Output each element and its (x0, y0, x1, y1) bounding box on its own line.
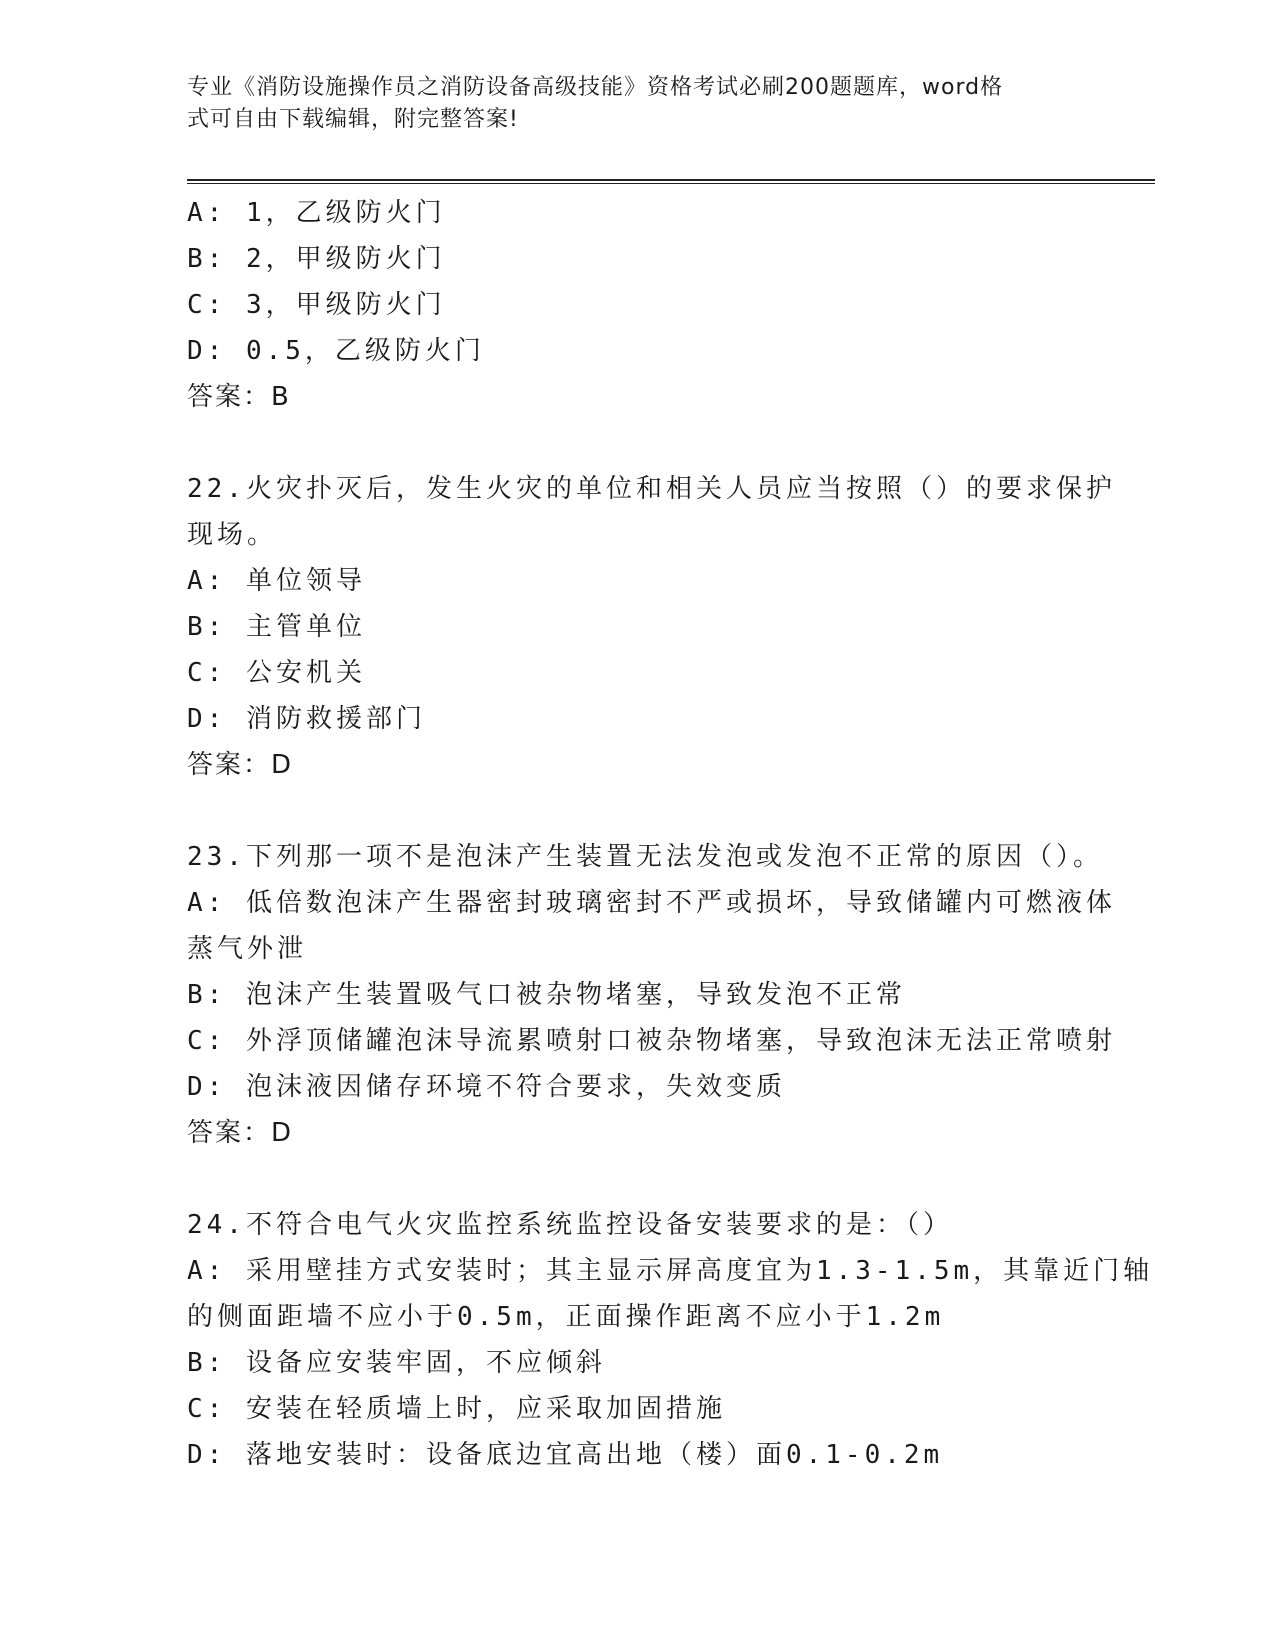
header-line-1: 专业《消防设施操作员之消防设备高级技能》资格考试必刷200题题库，word格 (187, 75, 1004, 100)
question-stem: 22.火灾扑灭后，发生火灾的单位和相关人员应当按照（）的要求保护 (187, 474, 1116, 504)
question-stem: 23.下列那一项不是泡沫产生装置无法发泡或发泡不正常的原因（）。 (187, 842, 1103, 872)
question-21-options (187, 190, 1087, 420)
option-d: D: 泡沫液因储存环境不符合要求，失效变质 (187, 1072, 786, 1102)
option-a: A: 单位领导 (187, 566, 366, 596)
answer: 答案：B (187, 382, 291, 412)
option-d: D: 落地安装时：设备底边宜高出地（楼）面0.1-0.2m (187, 1440, 944, 1470)
option-a-continued: 蒸气外泄 (187, 934, 308, 964)
option-c: C: 3，甲级防火门 (187, 290, 446, 320)
spacer (187, 1156, 1087, 1202)
option-b: B: 泡沫产生装置吸气口被杂物堵塞，导致发泡不正常 (187, 980, 906, 1010)
spacer (187, 788, 1087, 834)
option-d: D: 消防救援部门 (187, 704, 426, 734)
question-24 (187, 1202, 1154, 1478)
document-header (187, 72, 1077, 136)
header-divider-thick (187, 179, 1155, 181)
option-c: C: 安装在轻质墙上时，应采取加固措施 (187, 1394, 726, 1424)
question-stem-continued: 现场。 (187, 520, 278, 550)
option-d: D: 0.5，乙级防火门 (187, 336, 485, 366)
option-a: A: 1，乙级防火门 (187, 198, 446, 228)
header-line-2: 式可自由下载编辑，附完整答案! (187, 107, 519, 132)
option-c: C: 外浮顶储罐泡沫导流累喷射口被杂物堵塞，导致泡沫无法正常喷射 (187, 1026, 1116, 1056)
option-a: A: 低倍数泡沫产生器密封玻璃密封不严或损坏，导致储罐内可燃液体 (187, 888, 1116, 918)
option-a: A: 采用壁挂方式安装时；其主显示屏高度宜为1.3-1.5m，其靠近门轴 (187, 1256, 1154, 1286)
answer: 答案：D (187, 750, 294, 780)
option-c: C: 公安机关 (187, 658, 366, 688)
answer: 答案：D (187, 1118, 294, 1148)
option-b: B: 2，甲级防火门 (187, 244, 446, 274)
question-stem: 24.不符合电气火灾监控系统监控设备安装要求的是：（） (187, 1210, 953, 1240)
option-b: B: 主管单位 (187, 612, 366, 642)
question-23 (187, 834, 1116, 1156)
option-a-continued: 的侧面距墙不应小于0.5m，正面操作距离不应小于1.2m (187, 1302, 945, 1332)
header-divider-thin (187, 183, 1155, 184)
question-22 (187, 466, 1116, 788)
spacer (187, 420, 1087, 466)
question-list (187, 190, 1154, 1478)
option-b: B: 设备应安装牢固，不应倾斜 (187, 1348, 606, 1378)
